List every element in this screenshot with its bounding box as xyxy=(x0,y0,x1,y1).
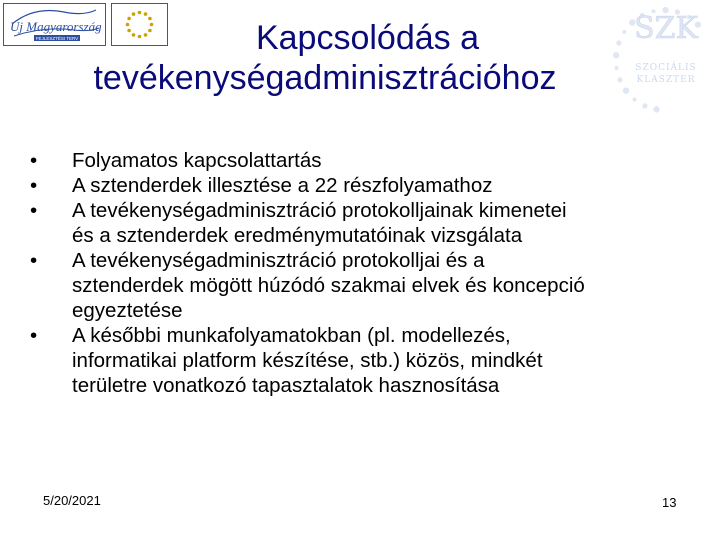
bullet-item xyxy=(30,148,690,173)
szk-monogram: SZK xyxy=(634,11,698,46)
szk-decor-dot xyxy=(653,106,659,112)
bullet-text-line: A későbbi munkafolyamatokban (pl. modellezés, xyxy=(72,324,511,347)
szk-decor-dot xyxy=(642,103,647,108)
szk-decor-dot xyxy=(617,77,622,82)
bullet-item xyxy=(30,323,690,398)
bullet-marker: • xyxy=(30,249,38,272)
bullet-text-line: informatikai platform készítése, stb.) közös, mindkét xyxy=(72,349,543,372)
bullet-marker: • xyxy=(30,149,38,172)
szk-decor-dot xyxy=(633,98,637,102)
szk-decor-dot xyxy=(616,40,621,45)
bullet-text-line: sztenderdek mögött húzódó szakmai elvek és koncepció xyxy=(72,274,585,297)
eu-star xyxy=(144,12,148,16)
szk-decor-dot xyxy=(615,66,619,70)
bullet-marker: • xyxy=(30,174,38,197)
szk-text-line-1: SZOCIÁLIS xyxy=(635,63,697,73)
bullet-marker: • xyxy=(30,324,38,347)
title-line-1: Kapcsolódás a xyxy=(255,19,480,57)
footer-date: 5/20/2021 xyxy=(43,493,101,508)
szk-text-line-2: KLASZTER xyxy=(636,75,696,85)
bullet-text-line: A tevékenységadminisztráció protokolljainak kimenetei xyxy=(72,199,567,222)
left-logo-subtext: FEJLESZTÉSI TERV xyxy=(35,36,79,41)
szk-decor-dot xyxy=(622,30,626,34)
bullet-item xyxy=(30,173,690,198)
left-logo-text: Új Magyarország xyxy=(10,19,102,34)
bullet-list xyxy=(30,148,690,398)
title-line-2: tevékenységadminisztrációhoz xyxy=(93,59,557,97)
page-number: 13 xyxy=(662,495,677,510)
bullet-item xyxy=(30,198,690,248)
szk-decor-dot xyxy=(613,52,619,58)
szocialis-klaszter-logo xyxy=(606,4,718,122)
bullet-text-line: Folyamatos kapcsolattartás xyxy=(72,149,322,172)
bullet-text-line: A tevékenységadminisztráció protokolljai és a xyxy=(72,249,485,272)
bullet-item xyxy=(30,248,690,323)
bullet-text-line: területre vonatkozó tapasztalatok hasznosítása xyxy=(72,374,500,397)
bullet-text-line: A sztenderdek illesztése a 22 részfolyamathoz xyxy=(72,174,493,197)
bullet-marker: • xyxy=(30,199,38,222)
szk-decor-dot xyxy=(623,87,629,93)
eu-star xyxy=(138,11,142,15)
slide-title xyxy=(0,18,650,98)
eu-star xyxy=(132,12,136,16)
bullet-text-line: és a sztenderdek eredménymutatóinak vizsgálata xyxy=(72,224,523,247)
bullet-text-line: egyeztetése xyxy=(72,299,183,322)
